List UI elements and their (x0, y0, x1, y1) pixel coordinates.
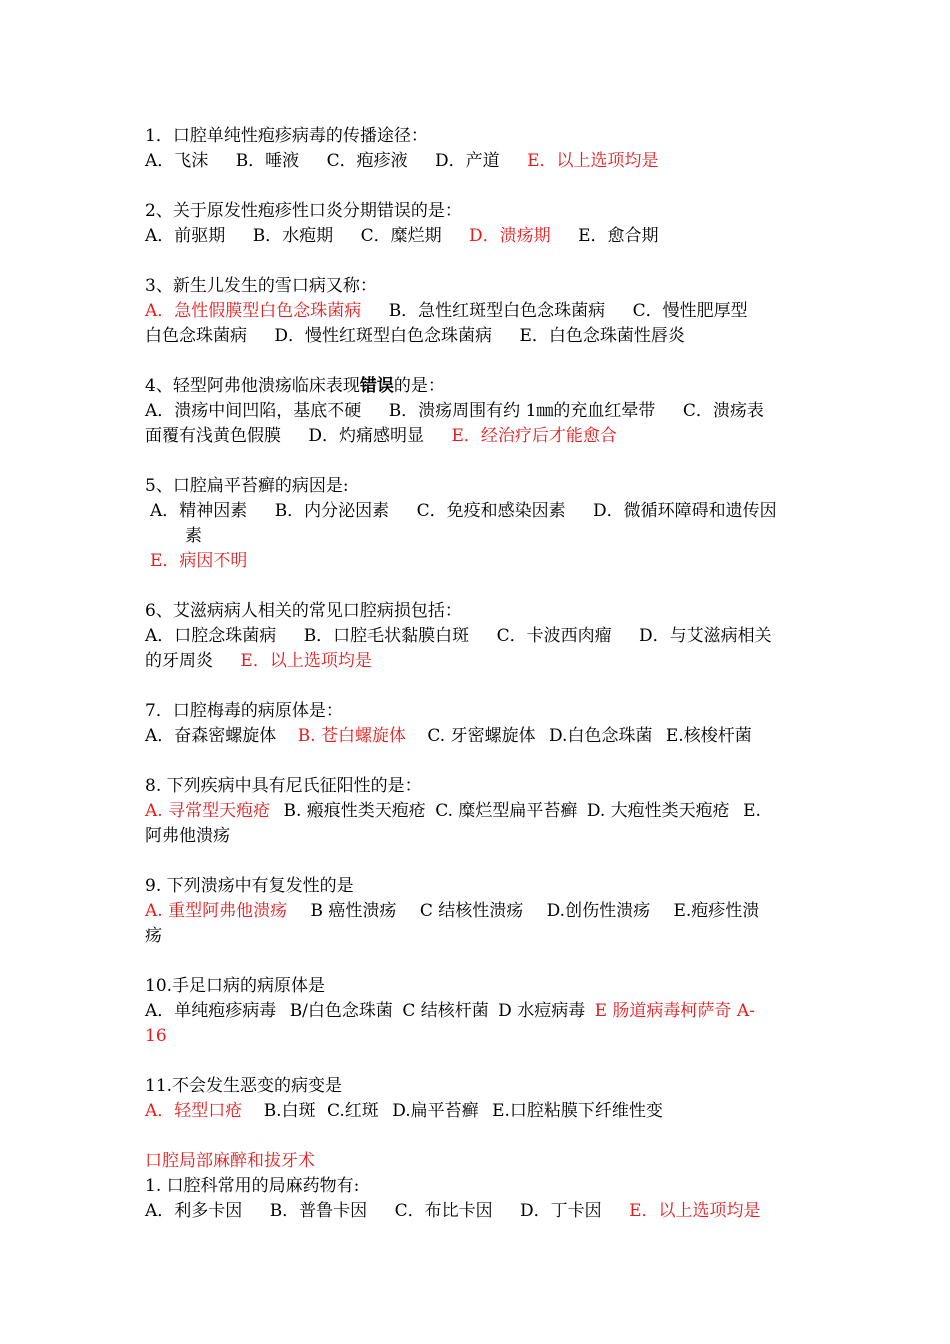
option-b: B．水疱期 (252, 226, 334, 246)
options-row (145, 799, 810, 824)
answer-option-e: E 肠道病毒柯萨奇 A- (594, 1001, 755, 1021)
answer-option-d: D．溃疡期 (469, 226, 551, 246)
option-b: B.白斑 (263, 1101, 316, 1121)
option-e-continued: 阿弗他溃疡 (145, 826, 230, 846)
answer-option-a: A. 寻常型天疱疮 (145, 801, 271, 821)
question-stem: 1. 口腔科常用的局麻药物有: (145, 1176, 360, 1196)
option-c: C．慢性肥厚型 (632, 301, 748, 321)
question-stem: 5、口腔扁平苔癣的病因是: (145, 476, 349, 496)
option-a: A．溃疡中间凹陷，基底不硬 (145, 401, 362, 421)
answer-option-e: E．以上选项均是 (629, 1201, 761, 1221)
stem-emphasis: 错误 (359, 376, 394, 396)
option-d: D．慢性红斑型白色念珠菌病 (274, 326, 493, 346)
option-e: E.口腔粘膜下纤维性变 (492, 1101, 663, 1121)
question-stem: 9. 下列溃疡中有复发性的是 (145, 876, 354, 896)
option-a: A．精神因素 (150, 501, 248, 521)
answer-option-e-continued: 16 (145, 1026, 167, 1046)
option-e: E.疱疹性溃 (673, 901, 760, 921)
option-d: D．丁卡因 (520, 1201, 602, 1221)
option-b: B. 瘢痕性类天疱疮 (283, 801, 426, 821)
option-c-continued: 面覆有浅黄色假膜 (145, 426, 281, 446)
option-c: C 结核杆菌 (402, 1001, 489, 1021)
answer-option-a: A．轻型口疮 (145, 1101, 243, 1121)
section-title: 口腔局部麻醉和拔牙术 (145, 1151, 315, 1171)
question-6 (145, 599, 810, 674)
question-stem (145, 374, 810, 399)
option-c: C. 糜烂型扁平苔癣 (435, 801, 578, 821)
answer-option-a: A．急性假膜型白色念珠菌病 (145, 301, 362, 321)
option-c-continued: 白色念珠菌病 (145, 326, 247, 346)
options-row (145, 399, 810, 424)
option-c: C．疱疹液 (326, 151, 408, 171)
question-stem: 1．口腔单纯性疱疹病毒的传播途径： (145, 126, 428, 146)
question-7 (145, 699, 810, 749)
question-1 (145, 124, 810, 174)
option-c: C．溃疡表 (682, 401, 764, 421)
option-d: D．微循环障碍和遗传因 (593, 501, 777, 521)
answer-option-e: E．以上选项均是 (527, 151, 659, 171)
section-anesthesia (145, 1149, 810, 1224)
option-c: C．免疫和感染因素 (416, 501, 566, 521)
option-a: A．飞沫 (145, 151, 209, 171)
option-d: D. 大疱性类天疱疮 (586, 801, 730, 821)
options-row (145, 149, 810, 174)
option-c: C. 牙密螺旋体 (427, 726, 536, 746)
option-c: C．布比卡因 (394, 1201, 493, 1221)
stem-text-end: 的是： (393, 376, 445, 396)
options-row (145, 899, 810, 924)
option-a: A．口腔念珠菌病 (145, 626, 277, 646)
option-e: E．愈合期 (578, 226, 659, 246)
question-stem: 6、艾滋病病人相关的常见口腔病损包括： (145, 601, 462, 621)
options-row (145, 724, 810, 749)
question-stem: 2、关于原发性疱疹性口炎分期错误的是： (145, 201, 462, 221)
option-a: A．前驱期 (145, 226, 226, 246)
options-row-continued (145, 649, 810, 674)
options-row-continued (145, 324, 810, 349)
question-3 (145, 274, 810, 349)
option-b: B．溃疡周围有约 1㎜的充血红晕带 (388, 401, 656, 421)
question-11 (145, 1074, 810, 1124)
option-e-continued: 疡 (145, 926, 162, 946)
option-c: C 结核性溃疡 (419, 901, 524, 921)
option-b: B．急性红斑型白色念珠菌病 (388, 301, 606, 321)
option-d: D 水痘病毒 (498, 1001, 586, 1021)
question-4 (145, 374, 810, 449)
option-d: D.白色念珠菌 (549, 726, 653, 746)
options-row (145, 1099, 810, 1124)
answer-option-e: E．经治疗后才能愈合 (451, 426, 617, 446)
option-b: B 癌性溃疡 (310, 901, 397, 921)
stem-text: 4、轻型阿弗他溃疡临床表现 (145, 376, 360, 396)
answer-option-a: A. 重型阿弗他溃疡 (145, 901, 288, 921)
option-b: B．唾液 (235, 151, 300, 171)
question-8 (145, 774, 810, 849)
answer-option-e: E．病因不明 (150, 551, 248, 571)
question-10 (145, 974, 810, 1049)
option-b: B/白色念珠菌 (289, 1001, 393, 1021)
question-stem: 3、新生儿发生的雪口病又称： (145, 276, 377, 296)
option-b: B．内分泌因素 (274, 501, 390, 521)
option-e: E. (743, 801, 761, 821)
option-a: A．奋森密螺旋体 (145, 726, 277, 746)
options-row (145, 624, 810, 649)
option-a: A．利多卡因 (145, 1201, 243, 1221)
question-2 (145, 199, 810, 249)
options-row (145, 999, 810, 1024)
option-d: D．灼痛感明显 (308, 426, 425, 446)
options-row (145, 299, 810, 324)
option-b: B．普鲁卡因 (269, 1201, 368, 1221)
question-5 (145, 474, 810, 574)
option-e: E.核梭杆菌 (665, 726, 752, 746)
option-b: B．口腔毛状黏膜白斑 (303, 626, 470, 646)
option-d-continued: 的牙周炎 (145, 651, 213, 671)
option-e: E．白色念珠菌性唇炎 (519, 326, 685, 346)
option-c: C.红斑 (327, 1101, 379, 1121)
answer-option-b: B. 苍白螺旋体 (297, 726, 406, 746)
question-stem: 11.不会发生恶变的病变是 (145, 1076, 343, 1096)
option-d: D．产道 (435, 151, 500, 171)
options-row (145, 499, 810, 524)
option-c: C．糜烂期 (360, 226, 442, 246)
option-d: D．与艾滋病相关 (639, 626, 772, 646)
options-row (145, 224, 810, 249)
answer-option-e: E．以上选项均是 (240, 651, 372, 671)
option-d: D.创伤性溃疡 (546, 901, 651, 921)
options-row-continued (145, 424, 810, 449)
question-stem: 7．口腔梅毒的病原体是： (145, 701, 343, 721)
question-stem: 10.手足口病的病原体是 (145, 976, 326, 996)
option-a: A．单纯疱疹病毒 (145, 1001, 277, 1021)
question-9 (145, 874, 810, 949)
question-list (145, 124, 810, 1249)
option-c: C．卡波西肉瘤 (496, 626, 612, 646)
option-d: D.扁平苔癣 (392, 1101, 479, 1121)
options-row (145, 1199, 810, 1224)
option-d-continued: 素 (185, 526, 202, 546)
question-stem: 8. 下列疾病中具有尼氏征阳性的是： (145, 776, 422, 796)
